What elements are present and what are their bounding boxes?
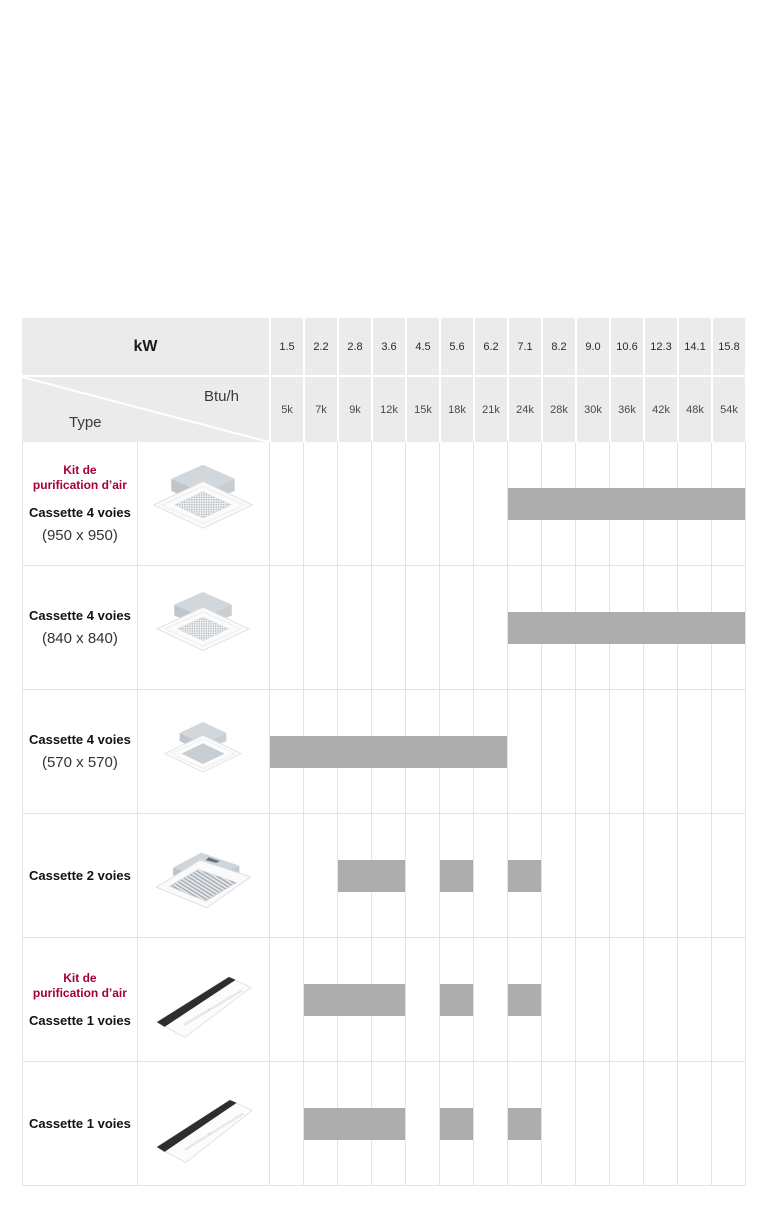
cassette-4-voies-570-image xyxy=(153,707,253,797)
capacity-bar xyxy=(508,860,541,892)
kw-value-cell: 4.5 xyxy=(405,318,439,375)
cassette-1-voies-image xyxy=(145,1076,261,1172)
capacity-lineup-table xyxy=(22,318,746,1186)
btu-value-cell: 54k xyxy=(711,375,745,442)
product-size: (840 x 840) xyxy=(41,630,118,647)
capacity-bar xyxy=(508,984,541,1016)
diagonal-divider-line xyxy=(22,377,269,442)
kw-columns xyxy=(269,318,745,375)
btu-value-cell: 36k xyxy=(609,375,643,442)
product-name: Cassette 1 voies xyxy=(28,1013,131,1028)
btu-value-cell: 30k xyxy=(575,375,609,442)
product-image-cell xyxy=(137,690,269,813)
kw-value-cell: 10.6 xyxy=(609,318,643,375)
header-row-btu xyxy=(22,375,746,442)
type-btu-corner-cell xyxy=(22,375,269,442)
product-size: (570 x 570) xyxy=(41,754,118,771)
cassette-4-voies-950-image xyxy=(147,456,259,552)
btu-value-cell: 12k xyxy=(371,375,405,442)
table-row xyxy=(23,566,745,690)
capacity-bar xyxy=(508,488,745,520)
table-row xyxy=(23,814,745,938)
kw-header-cell xyxy=(22,318,269,375)
product-image-cell xyxy=(137,566,269,689)
btu-value-cell: 48k xyxy=(677,375,711,442)
product-size: (950 x 950) xyxy=(41,527,118,544)
kw-value-cell: 12.3 xyxy=(643,318,677,375)
btu-value-cell: 18k xyxy=(439,375,473,442)
table-row xyxy=(23,1062,745,1186)
capacity-bar xyxy=(440,1108,473,1140)
header-row-kw xyxy=(22,318,746,375)
btu-value-cell: 9k xyxy=(337,375,371,442)
btu-value-cell: 21k xyxy=(473,375,507,442)
capacity-bar xyxy=(440,984,473,1016)
kw-value-cell: 6.2 xyxy=(473,318,507,375)
product-image-cell xyxy=(137,814,269,937)
table-body xyxy=(22,442,746,1186)
kw-label: kW xyxy=(133,337,158,355)
product-name: Cassette 2 voies xyxy=(28,868,131,883)
kw-value-cell: 14.1 xyxy=(677,318,711,375)
product-name: Cassette 4 voies xyxy=(28,732,131,747)
kw-value-cell: 2.2 xyxy=(303,318,337,375)
product-label-cell xyxy=(23,690,137,813)
btu-value-cell: 7k xyxy=(303,375,337,442)
kw-value-cell: 2.8 xyxy=(337,318,371,375)
product-name: Cassette 4 voies xyxy=(28,505,131,520)
capacity-bar xyxy=(304,1108,405,1140)
btu-value-cell: 5k xyxy=(269,375,303,442)
table-row xyxy=(23,690,745,814)
capacity-bar xyxy=(338,860,405,892)
kw-value-cell: 7.1 xyxy=(507,318,541,375)
capacity-bars-cell xyxy=(269,442,745,565)
table-row xyxy=(23,938,745,1062)
cassette-1-voies-image xyxy=(145,952,261,1048)
product-label-cell xyxy=(23,1062,137,1185)
kw-value-cell: 5.6 xyxy=(439,318,473,375)
product-image-cell xyxy=(137,938,269,1061)
purification-kit-label: Kit de purification d’air xyxy=(32,971,127,1000)
product-name: Cassette 1 voies xyxy=(28,1116,131,1131)
product-label-cell xyxy=(23,938,137,1061)
btu-value-cell: 15k xyxy=(405,375,439,442)
capacity-bar xyxy=(270,736,507,768)
btu-columns xyxy=(269,375,745,442)
kw-value-cell: 8.2 xyxy=(541,318,575,375)
product-label-cell xyxy=(23,442,137,565)
kw-value-cell: 1.5 xyxy=(269,318,303,375)
kw-value-cell: 3.6 xyxy=(371,318,405,375)
product-image-cell xyxy=(137,1062,269,1185)
product-label-cell xyxy=(23,814,137,937)
capacity-bar xyxy=(508,612,745,644)
table-row xyxy=(23,442,745,566)
capacity-bars-cell xyxy=(269,566,745,689)
kw-value-cell: 9.0 xyxy=(575,318,609,375)
capacity-bars-cell xyxy=(269,938,745,1061)
capacity-bars-cell xyxy=(269,690,745,813)
capacity-bars-cell xyxy=(269,814,745,937)
product-image-cell xyxy=(137,442,269,565)
cassette-4-voies-840-image xyxy=(149,581,257,675)
kw-value-cell: 15.8 xyxy=(711,318,745,375)
capacity-bar xyxy=(304,984,405,1016)
capacity-bar xyxy=(440,860,473,892)
product-label-cell xyxy=(23,566,137,689)
type-label: Type xyxy=(69,414,102,431)
btu-value-cell: 28k xyxy=(541,375,575,442)
btu-value-cell: 24k xyxy=(507,375,541,442)
capacity-bars-cell xyxy=(269,1062,745,1185)
capacity-bar xyxy=(508,1108,541,1140)
purification-kit-label: Kit de purification d’air xyxy=(32,463,127,492)
product-name: Cassette 4 voies xyxy=(28,608,131,623)
cassette-2-voies-image xyxy=(147,828,259,924)
btu-label: Btu/h xyxy=(203,388,239,405)
btu-value-cell: 42k xyxy=(643,375,677,442)
